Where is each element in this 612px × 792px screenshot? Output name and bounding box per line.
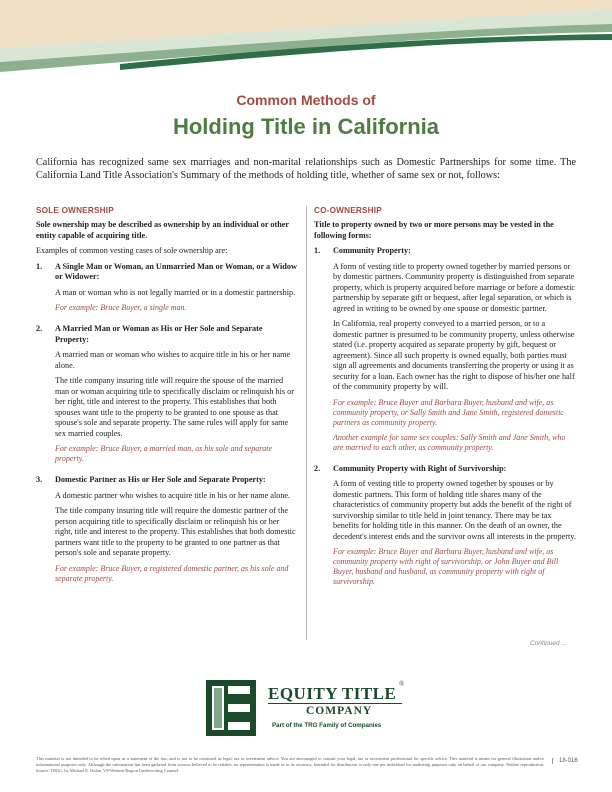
sole-item-2 [36,324,298,464]
co-ownership-lead: Title to property owned by two or more persons may be vested in the following forms: [314,220,554,240]
item-number: 2. [314,463,321,473]
item-example: For example: Bruce Buyer and Barbara Buyer, husband and wife, as community property, or Sally Smith and Jane Smith, registered domestic partners as community property. [333,397,564,427]
header-swoosh [0,0,612,90]
sole-item-3 [36,475,298,584]
sole-item-1 [36,262,298,314]
equity-title-logo [206,680,406,740]
sole-ownership-column [36,206,298,589]
logo-rule [268,703,402,704]
footer-disclaimer: This material is not intended to be relied upon as a statement of the law, and is not to be construed as legal, tax or investment advice. You are encouraged to consult your legal, tax or investment professional for specific advice. This material is meant for general illustration and/or informational purposes only. Although the information has been gathered from sources believed to be reliable, no representation is made as to its accuracy. Intended for distribution to only one per individual for marketing purposes only on behalf of our company. Neither reproduction. Source: TRGC, by Michael E. Dolan, VP/Western Region Underwriting Counsel. [36,756,544,773]
item-paragraph: A form of vesting title to property owned together by married persons or by domestic partners. Community property is distinguished from separate property, which is property acquired before marriage or before a domestic partnership by separate gift or bequest, after legal separation, or which is agreed in writing to be owned by one spouse or domestic partner. [333,261,576,313]
page-title: Holding Title in California [172,114,440,139]
item-title: Domestic Partner as His or Her Sole and Separate Property: [55,475,266,484]
logo-registered-mark: ® [399,680,405,688]
co-ownership-column [314,206,576,592]
sole-ownership-heading: SOLE OWNERSHIP [36,206,114,215]
item-title: A Married Man or Woman as His or Her Sole and Separate Property: [55,324,263,344]
co-item-1 [314,246,576,453]
item-paragraph: A man or woman who is not legally married or in a domestic partnership. [55,287,296,297]
co-ownership-heading: CO-OWNERSHIP [314,206,382,215]
item-title: A Single Man or Woman, an Unmarried Man or Woman, or a Widow or Widower: [55,261,297,281]
item-paragraph: A domestic partner who wishes to acquire title in his or her name alone. [55,490,291,500]
item-number: 2. [36,324,43,333]
document-code: 18-016 [552,758,578,764]
logo-company: COMPANY [306,705,373,717]
item-example: For example: Bruce Buyer and Barbara Buyer, husband and wife, as community property with right of survivorship, or John Buyer and Bill Buyer, husband and husband, as community property with right of survivorship. [333,547,559,586]
sole-examples-intro: Examples of common vesting cases of sole ownership are: [36,246,228,255]
logo-tagline: Part of the TRG Family of Companies [272,722,382,729]
item-example: Another example for same sex couples: Sally Smith and Jane Smith, who are married to each other, as community property. [333,432,566,452]
item-title: Community Property with Right of Survivorship: [333,463,507,473]
item-paragraph: The title company insuring title will require the spouse of the married man or woman acquiring title to specifically disclaim or relinquish his or her right, title and interest to the property. This establishes that both spouses want title to the property to be granted to one spouse as that spouse's sole and separate property. The same rules will apply for same sex married couples. [55,376,294,438]
item-example: For example: Bruce Buyer, a registered domestic partner, as his sole and separate property. [55,563,289,583]
item-paragraph: A form of vesting title to property owned together by spouses or by domestic partners. This form of holding title shares many of the characteristics of community property but adds the benefit of the right of survivorship similar to title held in joint tenancy. There may be tax benefits for holding title in this manner. On the death of an owner, the decedent's interest ends and the survivor owns all interests in the property. [333,479,576,541]
item-example: For example: Bruce Buyer, a single man. [55,303,187,312]
logo-mark-icon [206,680,256,736]
continued-note: Continued ... [530,640,567,647]
item-title: Community Property: [333,246,411,255]
item-paragraph: In California, real property conveyed to a married person, or to a domestic partner is presumed to be community property, unless otherwise stated (i.e. property acquired as separate property by gift, bequest or agreement). Since all such property is owned equally, both parties must sign all agreements and documents transferring the property or using it as security for a loan. Each owner has the right to dispose of his/her one half of the community property by will. [333,319,575,391]
column-divider [306,206,307,640]
item-number: 1. [314,246,321,255]
page-subtitle: Common Methods of [236,92,376,108]
item-example: For example: Bruce Buyer, a married man, as his sole and separate property. [55,444,273,463]
intro-paragraph: California has recognized same sex marriages and non-marital relationships such as Domestic Partnerships for some time. The California Land Title Association's Summary of the methods of holding title, whether of same sex or not, follows: [36,157,576,181]
item-paragraph: A married man or woman who wishes to acquire title in his or her name alone. [55,350,291,370]
sole-ownership-lead: Sole ownership may be described as ownership by an individual or other entity capable of acquiring title. [36,220,289,240]
item-paragraph: The title company insuring title will require the domestic partner of the person acquiring title to specifically disclaim or relinquish his or her right, title and interest to the property. This establishes that both domestic partners want title to the property to be granted to one partner as that person's sole and separate property. [55,506,296,557]
item-number: 3. [36,475,43,484]
logo-name: EQUITY TITLE [268,684,397,703]
item-number: 1. [36,261,43,271]
co-item-2 [314,464,576,588]
